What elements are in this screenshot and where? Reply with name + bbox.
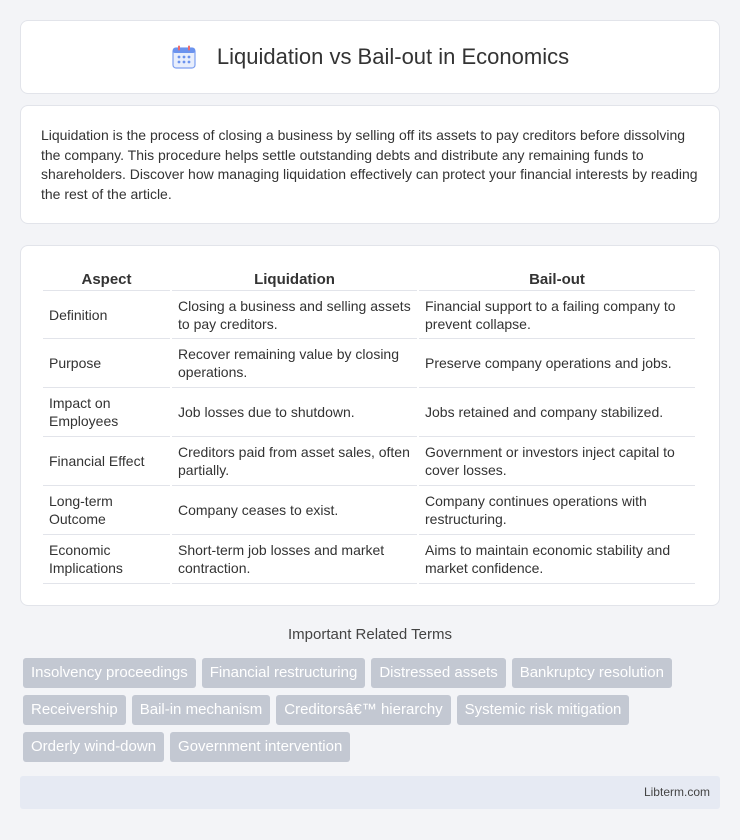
table-header-row [43,266,695,290]
footer [20,776,720,809]
table-cell: Recover remaining value by closing operations. [172,339,417,388]
table-cell: Company continues operations with restructuring. [419,486,695,535]
table-row [43,535,695,584]
header-card [20,20,720,94]
column-header-bailout: Bail-out [529,271,585,288]
tag-bail-in-mechanism[interactable]: Bail-in mechanism [132,695,271,725]
tag-distressed-assets[interactable]: Distressed assets [371,658,505,688]
related-terms-tags [23,658,723,762]
table-cell: Preserve company operations and jobs. [419,339,695,388]
related-terms-title: Important Related Terms [288,626,452,643]
tag-financial-restructuring[interactable]: Financial restructuring [202,658,366,688]
intro-card [20,105,720,224]
table-cell: Aims to maintain economic stability and market confidence. [419,535,695,584]
table-cell: Company ceases to exist. [172,486,417,535]
tag-bankruptcy-resolution[interactable]: Bankruptcy resolution [512,658,672,688]
column-header-liquidation: Liquidation [254,271,335,288]
table-cell: Government or investors inject capital to cover losses. [419,437,695,486]
tag-creditors-hierarchy[interactable]: Creditorsâ€™ hierarchy [276,695,450,725]
table-row [43,339,695,388]
table-cell: Closing a business and selling assets to pay creditors. [172,290,417,339]
table-cell: Economic Implications [43,535,170,584]
table-cell: Short-term job losses and market contraction. [172,535,417,584]
table-row [43,290,695,339]
table-row [43,388,695,437]
column-header-aspect: Aspect [81,271,132,288]
table-cell: Purpose [43,339,170,388]
tag-systemic-risk-mitigation[interactable]: Systemic risk mitigation [457,695,630,725]
table-cell: Definition [43,290,170,339]
comparison-table-card [20,245,720,606]
table-cell: Jobs retained and company stabilized. [419,388,695,437]
intro-text: Liquidation is the process of closing a business by selling off its assets to pay creditors before dissolving the company. This procedure helps settle outstanding debts and distribute any remaining funds to shareholders. Discover how managing liquidation effectively can protect your financial interests by reading the rest of the article. [41,127,698,202]
tag-government-intervention[interactable]: Government intervention [170,732,350,762]
tag-insolvency-proceedings[interactable]: Insolvency proceedings [23,658,196,688]
calendar-icon [171,44,197,70]
table-cell: Financial support to a failing company to prevent collapse. [419,290,695,339]
table-cell: Financial Effect [43,437,170,486]
tag-orderly-wind-down[interactable]: Orderly wind-down [23,732,164,762]
tag-receivership[interactable]: Receivership [23,695,126,725]
comparison-table [41,266,697,584]
table-cell: Impact on Employees [43,388,170,437]
table-cell: Creditors paid from asset sales, often partially. [172,437,417,486]
table-row [43,437,695,486]
table-cell: Job losses due to shutdown. [172,388,417,437]
footer-site-link[interactable]: Libterm.com [643,785,710,799]
table-row [43,486,695,535]
table-cell: Long-term Outcome [43,486,170,535]
page-title: Liquidation vs Bail-out in Economics [216,44,570,69]
